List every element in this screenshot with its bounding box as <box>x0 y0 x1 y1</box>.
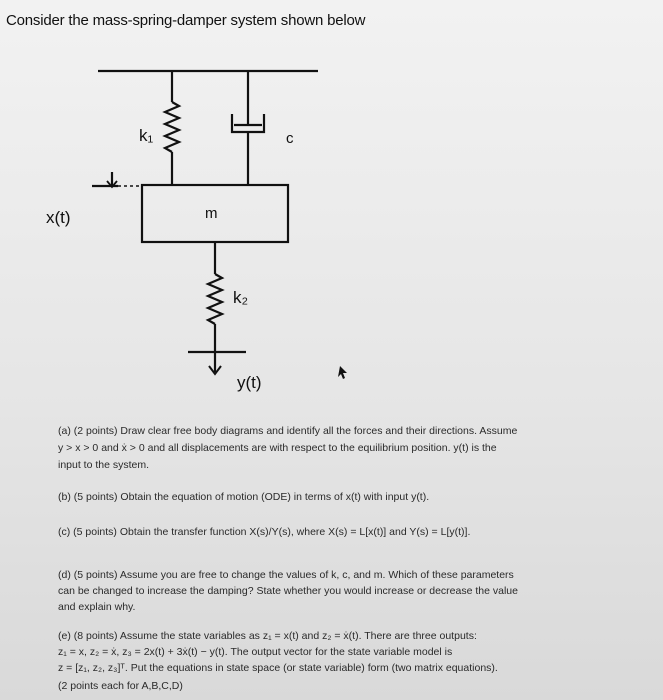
question-e-line2: z₁ = x, z₂ = ẋ, z₃ = 2x(t) + 3ẋ(t) − y(t). The output vector for the state variable model is <box>58 646 453 658</box>
y-label: y(t) <box>237 373 262 392</box>
question-d-line1: (d) (5 points) Assume you are free to change the values of k, c, and m. Which of these parameters <box>58 569 514 581</box>
spring-k2 <box>208 242 222 352</box>
question-e-line4: (2 points each for A,B,C,D) <box>58 680 183 692</box>
k1-label: k₁ <box>139 126 154 145</box>
damper-c <box>232 71 264 185</box>
k2-label: k₂ <box>233 288 249 307</box>
c-label: c <box>286 130 294 147</box>
question-d-line3: and explain why. <box>58 601 136 613</box>
mouse-cursor-icon <box>338 366 347 379</box>
question-b: (b) (5 points) Obtain the equation of motion (ODE) in terms of x(t) with input y(t). <box>58 491 430 503</box>
question-a-line3: input to the system. <box>58 459 150 471</box>
question-a-line2: y > x > 0 and ẋ > 0 and all displacements are with respect to the equilibrium position. y(t) is the <box>58 442 497 454</box>
x-label: x(t) <box>46 208 71 227</box>
question-c: (c) (5 points) Obtain the transfer function X(s)/Y(s), where X(s) = L[x(t)] and Y(s) = L[y(t)]. <box>58 526 471 538</box>
m-label: m <box>205 205 218 222</box>
question-e-line3: z = [z₁, z₂, z₃]ᵀ. Put the equations in state space (or state variable) form (two matrix equations). <box>58 662 498 674</box>
page-title: Consider the mass-spring-damper system shown below <box>6 12 366 29</box>
question-d-line2: can be changed to increase the damping? State whether you would increase or decrease the value <box>58 585 518 597</box>
y-arrow <box>209 352 221 374</box>
x-reference-marker <box>92 172 142 187</box>
spring-k1 <box>165 71 179 185</box>
question-e-line1: (e) (8 points) Assume the state variables as z₁ = x(t) and z₂ = ẋ(t). There are three outputs: <box>58 630 477 642</box>
question-a-line1: (a) (2 points) Draw clear free body diagrams and identify all the forces and their directions. Assume <box>58 425 518 437</box>
